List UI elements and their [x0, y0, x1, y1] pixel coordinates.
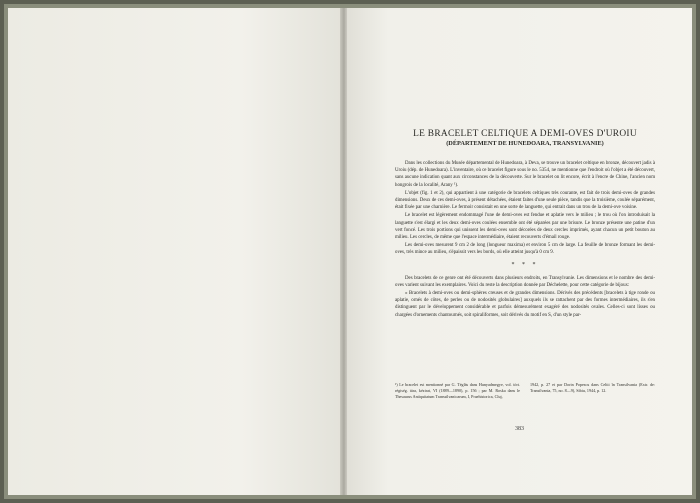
left-page-blank [8, 8, 342, 495]
paragraph: « Bracelets à demi-oves ou demi-sphères creuses et de grandes dimensions. Dérivés des précédents [bracelets à tige ronde ou aplatie, ornés de côtes, de perles ou de nodosités globulaires] auxquels ils se rattachent par des formes intermédiaires, ils s'en distinguent par le développement considérable et parfois démesurément exagéré des nodosités ovales. Celles-ci sont lisses ou chargées d'ornements chantournés, soit spiraliformes, soit dérivés du motif en S, d'un style par- [395, 291, 655, 318]
right-page [347, 8, 692, 495]
section-separator: * * * [511, 261, 539, 268]
article-title: LE BRACELET CELTIQUE A DEMI-OVES D'UROIU [413, 129, 637, 139]
paragraph: Les demi-oves mesurent 9 cm 2 de long (longueur maxima) et environ 5 cm de large. La feuille de bronze formant les demi-oves, très mince au milieu, s'épaissit vers les bords, où elle atteint jusqu'à 0 cm 9. [395, 243, 655, 256]
footnotes [395, 382, 655, 399]
footnote-right: 1942, p. 27 et par Dorin Popescu dans Celtii în Transilvania (Extr. de: Transilvania, 75, no. 8—9), Sibiu, 1944, p. 12. [530, 382, 655, 393]
article-body [395, 129, 655, 320]
paragraph: L'objet (fig. 1 et 2), qui appartient à une catégorie de bracelets celtiques très courante, est fait de trois demi-oves de grandes dimensions. Deux de ces demi-oves, à présent détachées, étaient faites d'une seule pièce, tandis que la troisième, coulée séparément, était fixée par une charnière. Le fermoir consistait en une sorte de languette, qui entrait dans un trou de la demi-ove voisine. [395, 190, 655, 211]
paragraph: Des bracelets de ce genre ont été découverts dans plusieurs endroits, en Transylvanie. Les dimensions et le nombre des demi-oves varient suivant les exemplaires. Voici du reste la description donnée par Déchelette, pour cette catégorie de bijoux: [395, 275, 655, 288]
book-spread [4, 4, 696, 499]
paragraph: Le bracelet est légèrement endommagé l'une de demi-oves est fendue et aplatie vers le milieu ; le trou où l'on introduisait la languette s'est élargi et les deux demi-oves coulées ensemble ont été séparées par une brisure. Le bronze présente une patine d'un vert foncé. Les trois portions qui unissent les demi-oves sont décorées de deux cercles imprimés, ayant chacun un petit bouton au milieu. Les cercles, de même que l'espace intermédiaire, étaient recouverts d'émail rouge. [395, 213, 655, 241]
page-number: 383 [515, 426, 524, 432]
footnote-left: ¹) Le bracelet est mentionné par G. Téglás dans Hunyadmegye, vol. tört. régiség. tára, kézirat, VI (1889—1890), p. 156 ; par M. Roska dans le Thesaurus Antiquitatum Transsilvanicarum, I, Praehistorica, Cluj, [395, 382, 520, 399]
article-subtitle: (DÉPARTEMENT DE HUNEDOARA, TRANSYLVANIE) [446, 140, 604, 147]
paragraph: Dans les collections du Musée départemental de Hunedoara, à Deva, se trouve un bracelet celtique en bronze, découvert jadis à Uroiu (dép. de Hunedoara). L'inventaire, où ce bracelet figure sous le no. 5354, ne mentionne que l'endroit où l'objet a été découvert, sans aucune indication quant aux circonstances de la découverte. Sur le bracelet on lit encore, écrit à l'encre de Chine, l'ancien nom hongrois de la localité, Arany ¹). [395, 161, 655, 188]
